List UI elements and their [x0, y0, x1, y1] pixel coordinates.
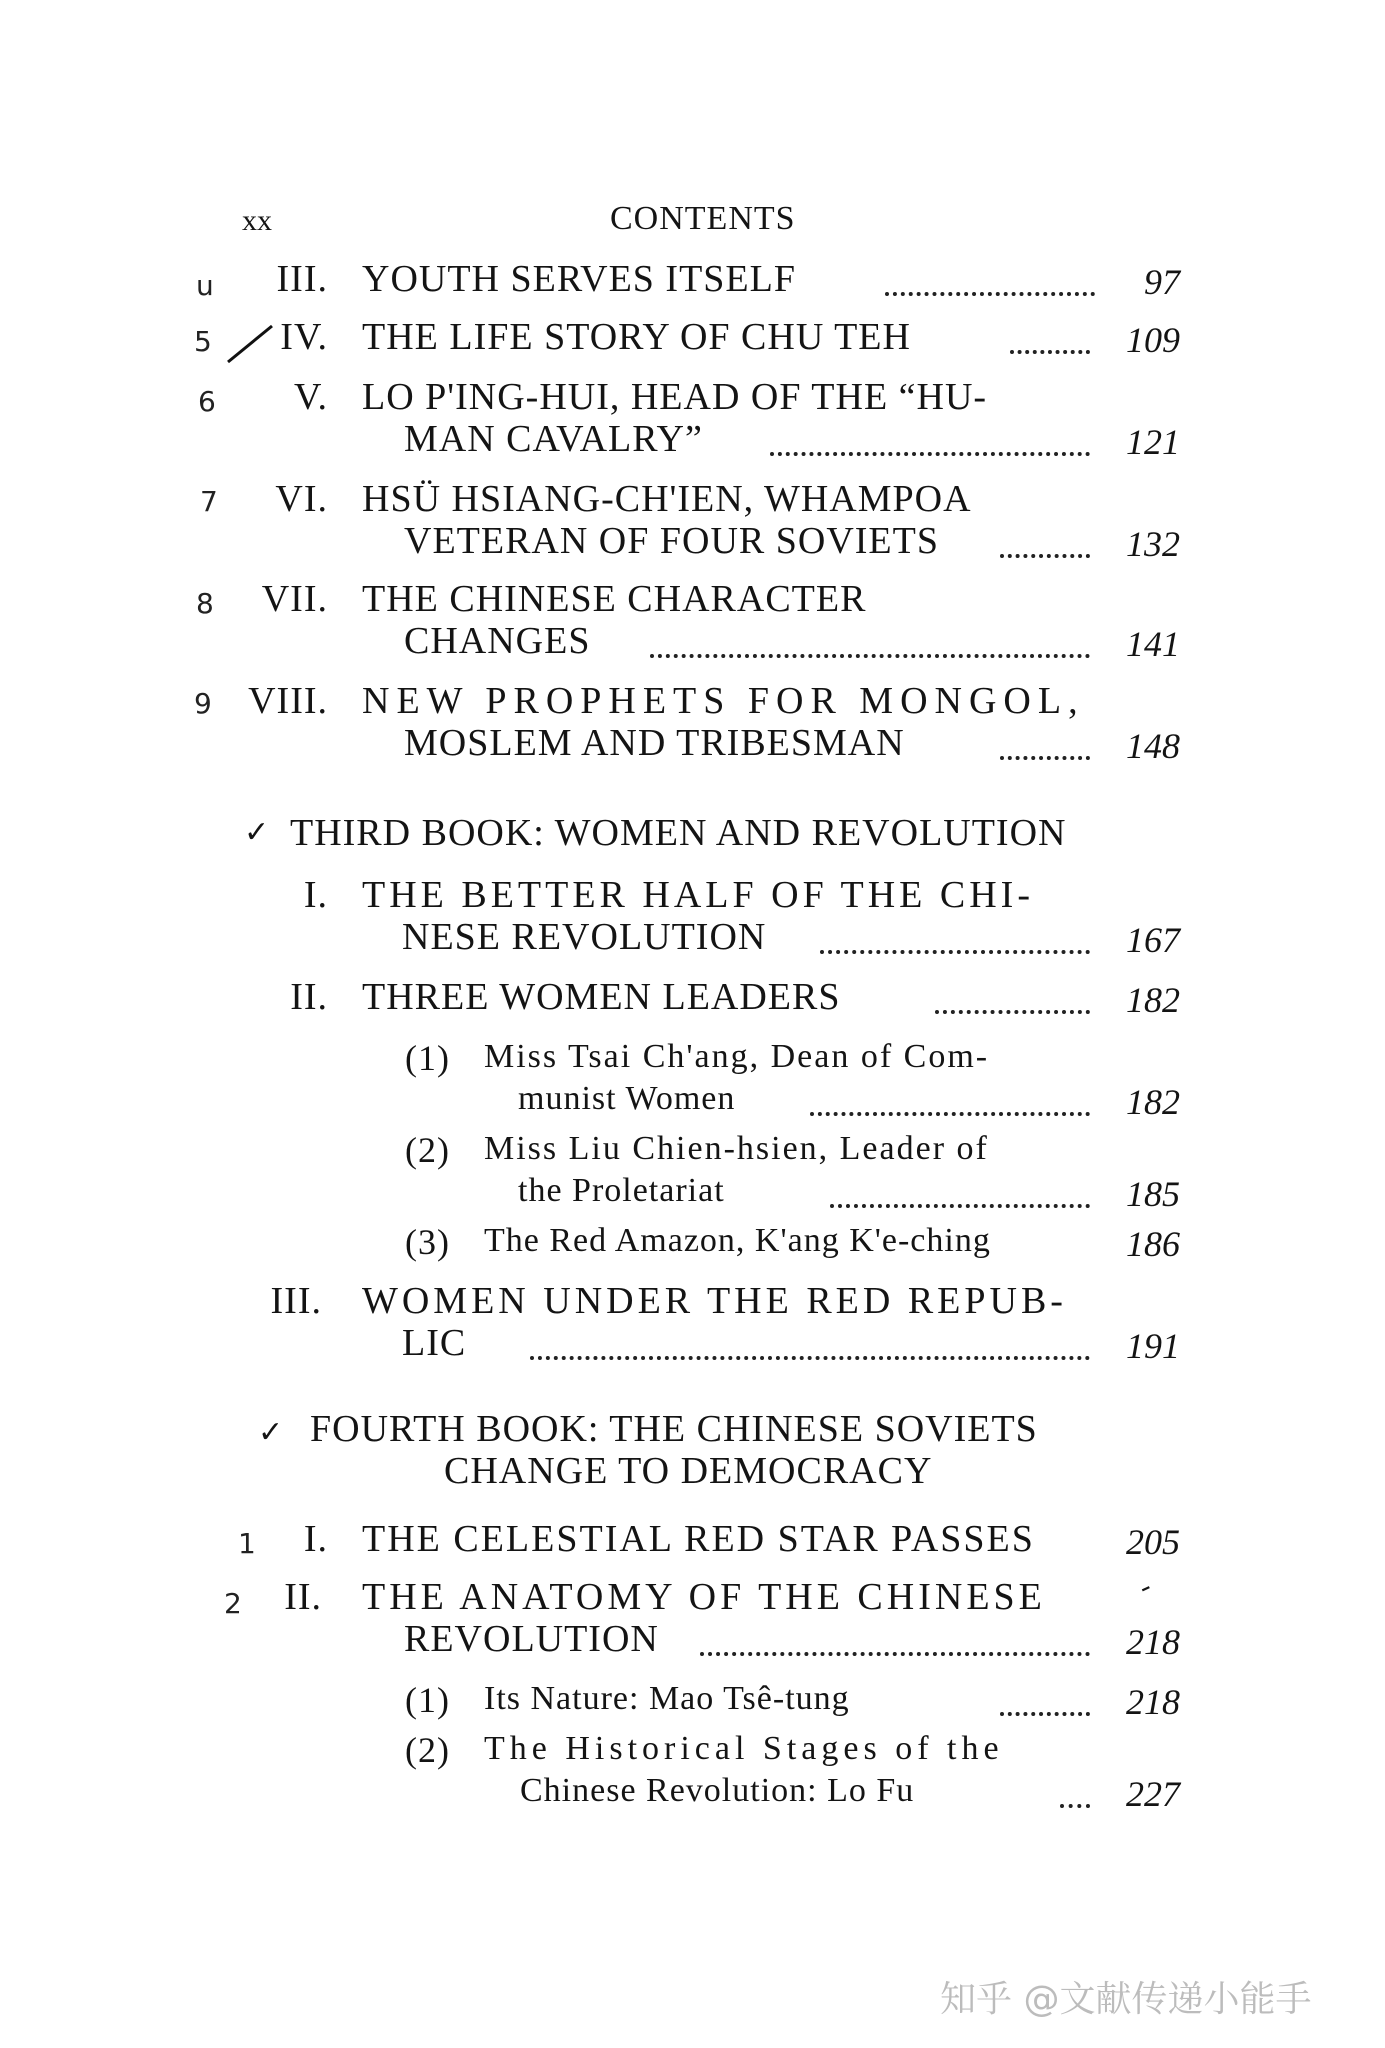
page-number: 185	[1126, 1174, 1180, 1214]
page-number: 218	[1126, 1622, 1180, 1662]
margin-note: 5	[194, 325, 212, 358]
sub-item-title: Miss Liu Chien-hsien, Leader of	[484, 1130, 989, 1167]
chapter-title: THE BETTER HALF OF THE CHI-	[362, 874, 1034, 916]
chapter-title: THE ANATOMY OF THE CHINESE	[362, 1576, 1046, 1618]
dot-leader	[1060, 1804, 1090, 1808]
page-number: 186	[1126, 1224, 1180, 1264]
sub-item-title: Miss Tsai Ch'ang, Dean of Com-	[484, 1038, 990, 1075]
page-number: 141	[1126, 624, 1180, 664]
sub-item-title: Its Nature: Mao Tsê-tung	[484, 1680, 850, 1717]
dot-leader	[810, 1112, 1090, 1116]
margin-note: 7	[200, 485, 218, 518]
dot-leader	[770, 452, 1090, 456]
dot-leader	[1000, 756, 1090, 760]
page-number: 167	[1126, 920, 1180, 960]
dot-leader	[830, 1204, 1090, 1208]
chapter-number: I.	[303, 874, 328, 916]
margin-note: 8	[196, 587, 214, 620]
chapter-number: VI.	[275, 478, 328, 520]
dot-leader	[820, 950, 1090, 954]
page-number: 218	[1126, 1682, 1180, 1722]
dot-leader	[885, 292, 1095, 296]
sub-item-title: The Red Amazon, K'ang K'e-ching	[484, 1222, 991, 1259]
pen-mark: -	[1133, 1569, 1157, 1604]
sub-item-number: (1)	[405, 1680, 450, 1720]
watermark: 知乎 @文献传递小能手	[940, 1979, 1312, 2020]
page-title: CONTENTS	[610, 200, 796, 237]
chapter-title: HSÜ HSIANG-CH'IEN, WHAMPOA	[362, 478, 972, 520]
margin-note: 9	[194, 687, 212, 720]
section-heading: THIRD BOOK: WOMEN AND REVOLUTION	[290, 812, 1067, 854]
chapter-title: THREE WOMEN LEADERS	[362, 976, 841, 1018]
page-number: 191	[1126, 1326, 1180, 1366]
section-heading: FOURTH BOOK: THE CHINESE SOVIETS	[310, 1408, 1038, 1450]
chapter-title-cont: VETERAN OF FOUR SOVIETS	[404, 520, 939, 562]
chapter-number: VII.	[261, 578, 328, 620]
page-label: xx	[242, 204, 272, 237]
margin-note: u	[196, 269, 214, 302]
sub-item-number: (2)	[405, 1730, 450, 1770]
chapter-number: III.	[270, 1280, 322, 1322]
page-number: 182	[1126, 1082, 1180, 1122]
page-number: 132	[1126, 524, 1180, 564]
chapter-number: VIII.	[248, 680, 328, 722]
dot-leader	[650, 654, 1090, 658]
chapter-title: THE CHINESE CHARACTER	[362, 578, 867, 620]
chapter-title-cont: REVOLUTION	[404, 1618, 659, 1660]
chapter-title: NEW PROPHETS FOR MONGOL,	[362, 680, 1085, 722]
chapter-title: WOMEN UNDER THE RED REPUB-	[362, 1280, 1067, 1322]
chapter-number: III.	[276, 258, 328, 300]
dot-leader	[530, 1356, 1090, 1360]
page-number: 205	[1126, 1522, 1180, 1562]
chapter-number: V.	[293, 376, 328, 418]
chapter-number: II.	[284, 1576, 322, 1618]
margin-note: 6	[198, 385, 216, 418]
chapter-title: THE CELESTIAL RED STAR PASSES	[362, 1518, 1035, 1560]
chapter-title-cont: MOSLEM AND TRIBESMAN	[404, 722, 905, 764]
dot-leader	[1000, 554, 1090, 558]
margin-note: 2	[224, 1587, 242, 1620]
dot-leader	[1010, 350, 1090, 354]
dot-leader	[935, 1010, 1090, 1014]
chapter-title-cont: CHANGES	[404, 620, 591, 662]
section-heading-cont: CHANGE TO DEMOCRACY	[444, 1450, 933, 1492]
margin-note: 1	[238, 1527, 256, 1560]
check-mark-icon: ✓	[244, 815, 270, 850]
check-mark-icon: ✓	[258, 1415, 284, 1450]
page-number: 109	[1126, 320, 1180, 360]
dot-leader	[700, 1652, 1090, 1656]
page-number: 121	[1126, 422, 1180, 462]
sub-item-title-cont: Chinese Revolution: Lo Fu	[520, 1772, 915, 1809]
page-number: 182	[1126, 980, 1180, 1020]
chapter-title: YOUTH SERVES ITSELF	[362, 258, 796, 300]
sub-item-number: (2)	[405, 1130, 450, 1170]
chapter-number: I.	[303, 1518, 328, 1560]
sub-item-number: (1)	[405, 1038, 450, 1078]
chapter-number: IV.	[280, 316, 328, 358]
chapter-title: LO P'ING-HUI, HEAD OF THE “HU-	[362, 376, 988, 418]
chapter-title: THE LIFE STORY OF CHU TEH	[362, 316, 911, 358]
page-number: 227	[1126, 1774, 1180, 1814]
sub-item-title-cont: the Proletariat	[518, 1172, 725, 1209]
sub-item-title-cont: munist Women	[518, 1080, 736, 1117]
chapter-title-cont: NESE REVOLUTION	[402, 916, 767, 958]
page-number: 97	[1144, 262, 1180, 302]
dot-leader	[1000, 1712, 1090, 1716]
chapter-title-cont: LIC	[402, 1322, 467, 1364]
page-number: 148	[1126, 726, 1180, 766]
sub-item-number: (3)	[405, 1222, 450, 1262]
chapter-title-cont: MAN CAVALRY”	[404, 418, 703, 460]
sub-item-title: The Historical Stages of the	[484, 1730, 1004, 1767]
chapter-number: II.	[290, 976, 328, 1018]
